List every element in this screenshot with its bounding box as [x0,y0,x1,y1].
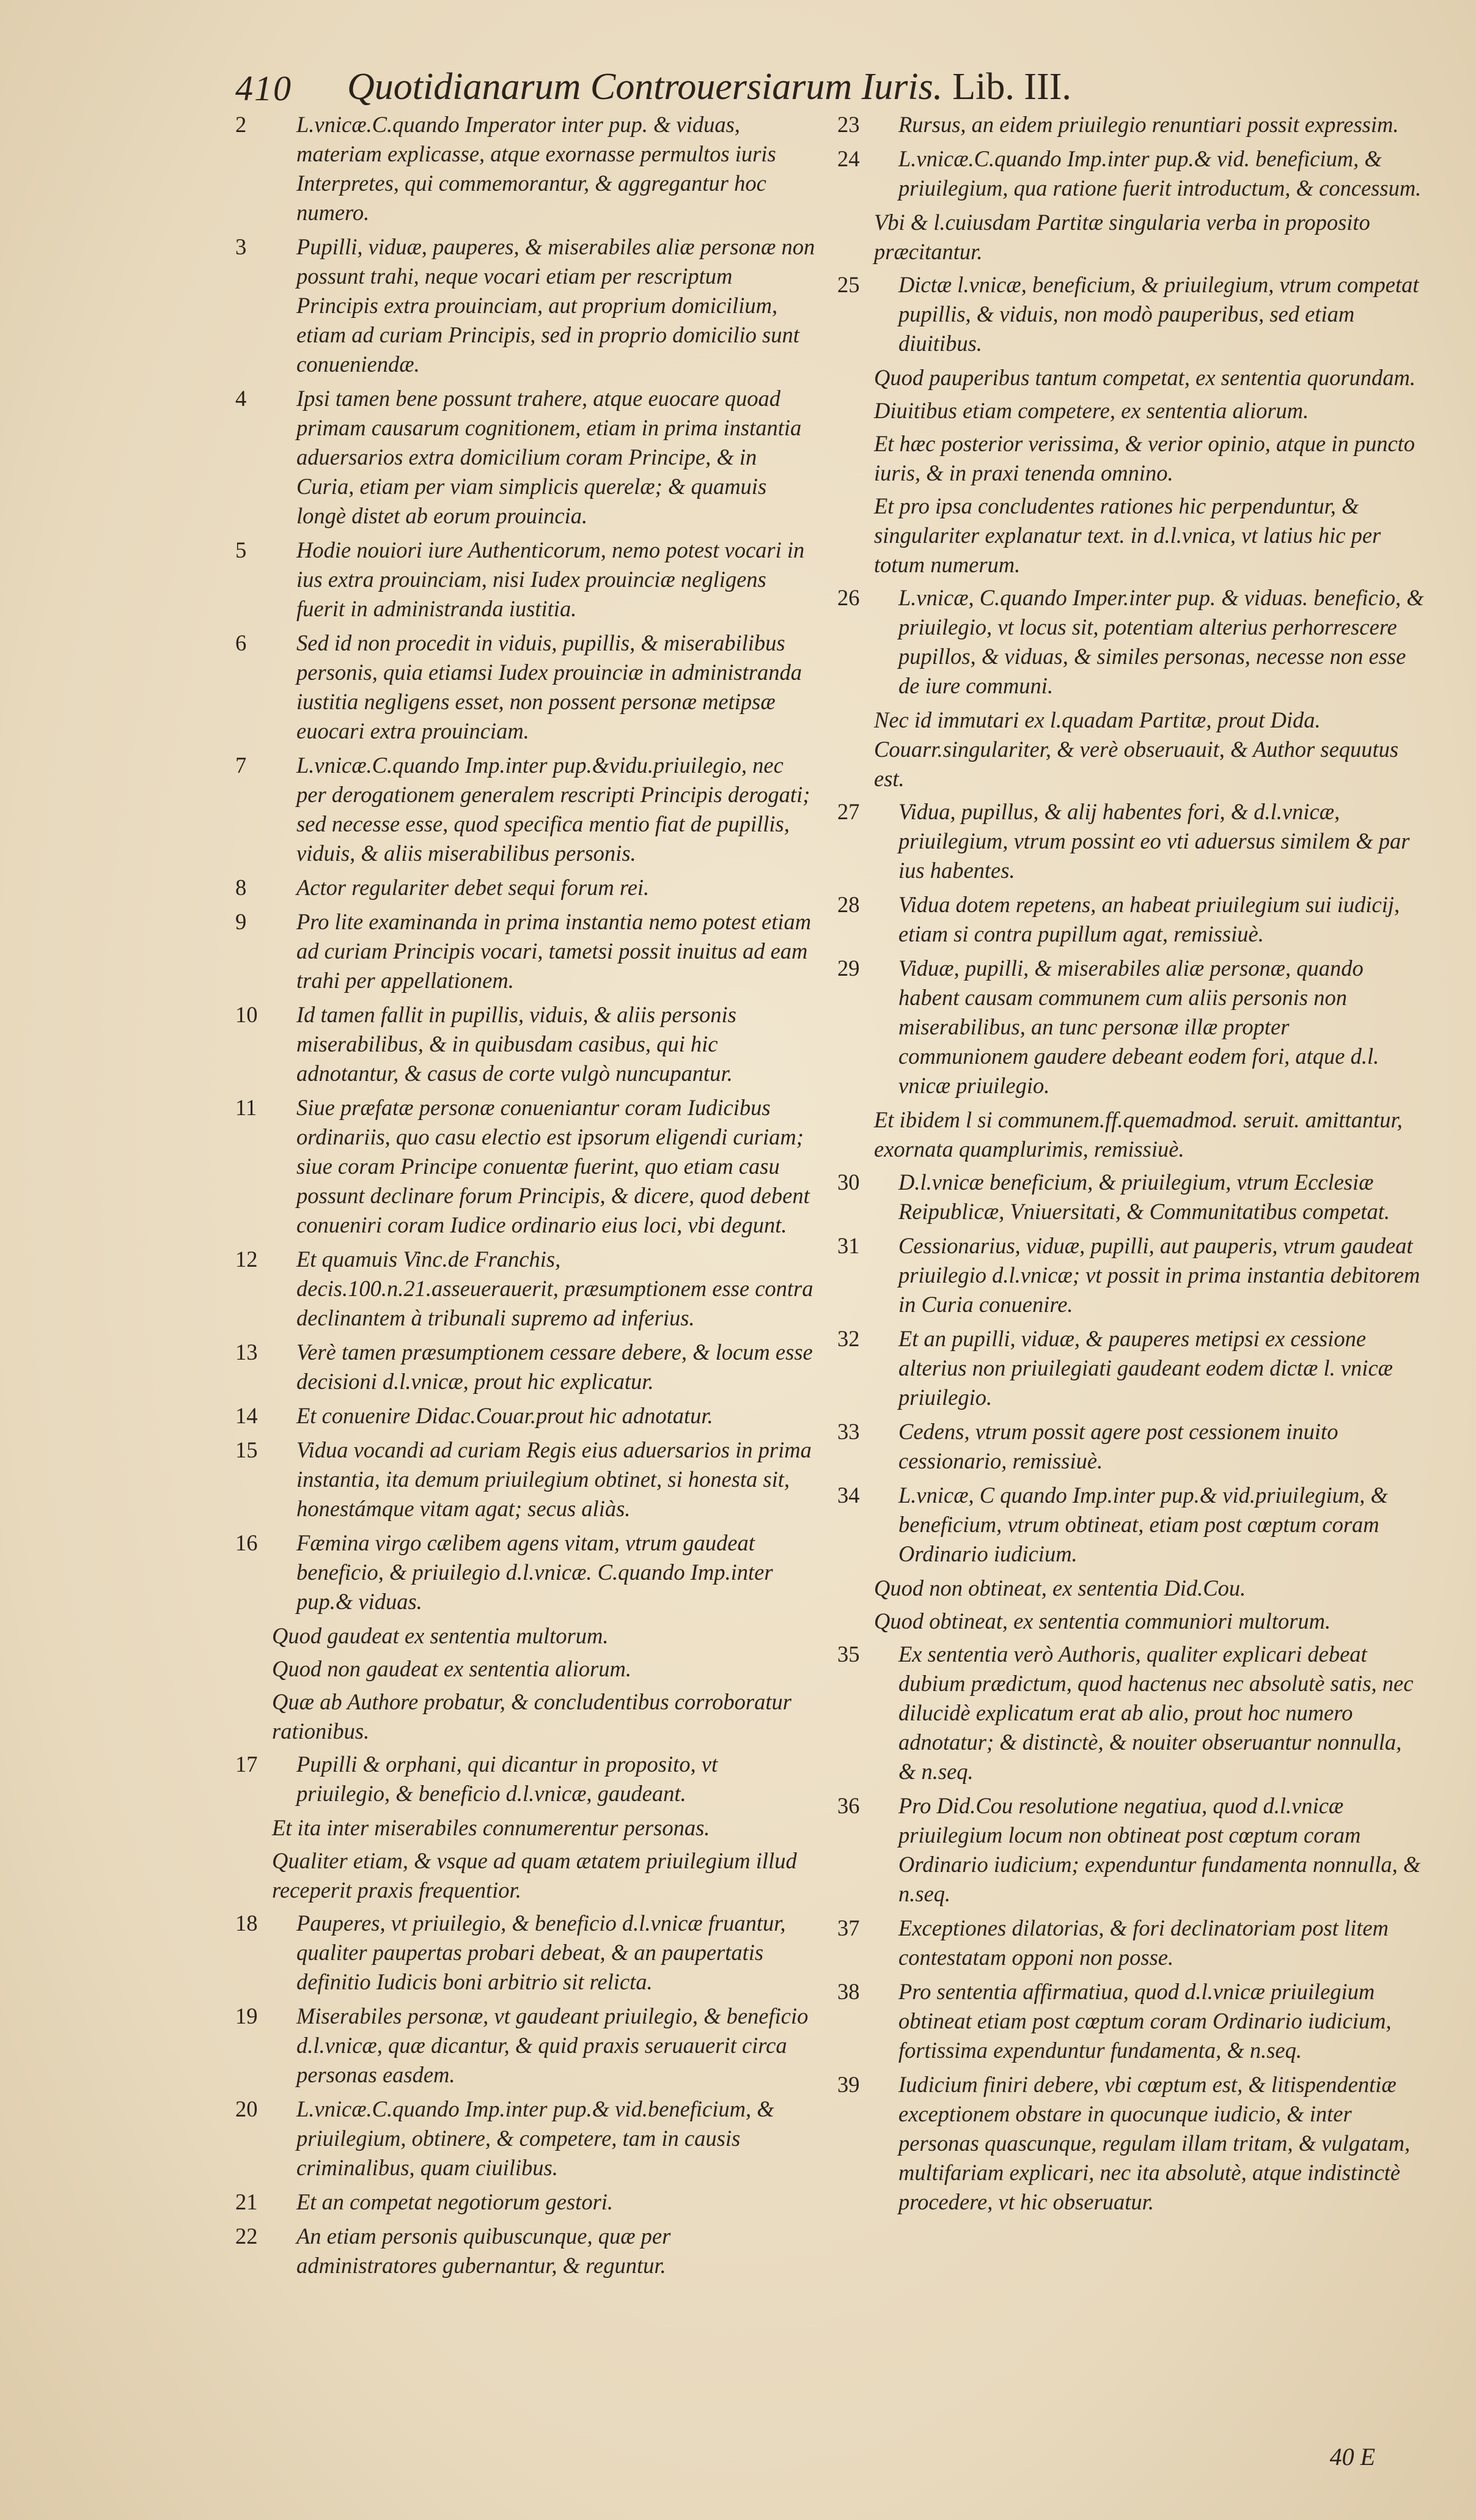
entry-number: 21 [235,2189,258,2214]
entry-text: An etiam personis quibuscunque, quæ per administratores gubernantur, & reguntur. [296,2223,671,2278]
entry-number: 17 [235,1752,258,1777]
entry-text: Pro Did.Cou resolutione negatiua, quod d.l.vnicæ priuilegium locum non obtineat post cœptum coram Ordinario iudicium; expenduntur fundamenta nonnulla, & n.seq. [898,1793,1421,1906]
entry-number: 2 [235,112,247,137]
summary-entry [837,583,1424,701]
entry-text: Pro sententia affirmatiua, quod d.l.vnicæ priuilegium obtineat etiam post cœptum coram Ordinario iudicium, fortissima expenduntur fundamenta, & n.seq. [898,1979,1392,2063]
summary-subentry: Et pro ipsa concludentes rationes hic perpenduntur, & singulariter explanatur text. in d.l.vnica, vt latius hic per totum numerum. [874,493,1381,577]
entry-number: 19 [235,2003,258,2028]
entry-number: 4 [235,386,247,411]
entry-text: Vidua dotem repetens, an habeat priuilegium sui iudicij, etiam si contra pupillum agat, remissiuè. [898,892,1400,946]
page-number: 410 [235,68,292,108]
entry-number: 35 [837,1641,860,1667]
right-column [837,110,1424,2222]
entry-text: L.vnicæ.C.quando Imp.inter pup.& vid.beneficium, & priuilegium, obtinere, & competere, tam in causis criminalibus, quam ciuilibus. [296,2096,774,2180]
entry-number: 10 [235,1002,258,1027]
entry-text: L.vnicæ.C.quando Imperator inter pup. & viduas, materiam explicasse, atque exornasse permultos iuris Interpretes, qui commemorantur, & aggregantur hoc numero. [296,112,776,225]
summary-entry [235,1435,816,1523]
entry-text: Iudicium finiri debere, vbi cœptum est, & litispendentiæ exceptionem obstare in quocunque iudicio, & inter personas quascunque, regulam illam tritam, & vulgatam, multifariam explicari, nec ita absolutè, atque indistinctè procedere, vt hic obseruatur. [898,2072,1411,2214]
summary-subentry: Diuitibus etiam competere, ex sententia aliorum. [874,398,1309,423]
entry-text: Et conuenire Didac.Couar.prout hic adnotatur. [296,1403,713,1428]
entry-text: Miserabiles personæ, vt gaudeant priuilegio, & beneficio d.l.vnicæ, quæ dicantur, & quid praxis seruauerit circa personas easdem. [296,2003,809,2087]
summary-entry [235,1401,816,1431]
entry-number: 27 [837,799,860,824]
summary-entry [837,270,1424,358]
left-column [235,110,816,2285]
summary-subentry: Et ibidem l si communem.ff.quemadmod. seruit. amittantur, exornata quamplurimis, remissiuè. [874,1107,1403,1162]
summary-entry [837,890,1424,949]
summary-entry [235,873,816,902]
summary-entry [837,1914,1424,1972]
book-number: Lib. III. [952,66,1071,108]
entry-number: 31 [837,1233,860,1258]
entry-text: Viduæ, pupilli, & miserabiles aliæ personæ, quando habent causam communem cum aliis personis non miserabilibus, an tunc personæ illæ propter communionem gaudere debeant eodem fori, atque d.l. vnicæ priuilegio. [898,956,1379,1098]
entry-text: L.vnicæ.C.quando Imp.inter pup.& vid. beneficium, & priuilegium, qua ratione fuerit introductum, & concessum. [898,146,1422,201]
entry-number: 11 [235,1095,257,1120]
entry-number: 38 [837,1979,860,2004]
summary-entry [235,1245,816,1333]
entry-number: 30 [837,1170,860,1195]
summary-entry [837,2070,1424,2217]
entry-text: Rursus, an eidem priuilegio renuntiari possit expressim. [898,112,1399,137]
entry-text: Et an pupilli, viduæ, & pauperes metipsi ex cessione alterius non priuilegiati gaudeant eodem dictæ l. vnicæ priuilegio. [898,1326,1393,1410]
entry-number: 6 [235,630,247,655]
entry-number: 34 [837,1483,860,1508]
entry-text: Et quamuis Vinc.de Franchis, decis.100.n.21.asseuerauerit, præsumptionem esse contra declinantem à tribunali supremo ad inferius. [296,1247,813,1330]
entry-text: L.vnicæ, C.quando Imper.inter pup. & viduas. beneficio, & priuilegio, vt locus sit, potentiam alterius perhorrescere pupillos, & viduas, & similes personas, necesse non esse de iure communi. [898,585,1424,698]
summary-entry [235,1909,816,1997]
summary-subentry: Qualiter etiam, & vsque ad quam ætatem priuilegium illud receperit praxis frequentior. [272,1848,797,1903]
summary-entry [235,2094,816,2183]
entry-number: 3 [235,234,247,259]
summary-entry [837,1231,1424,1319]
entry-number: 16 [235,1530,258,1555]
entry-number: 15 [235,1437,258,1462]
summary-subentry: Nec id immutari ex l.quadam Partitæ, prout Dida. Couarr.singulariter, & verè obseruauit, & Author sequutus est. [874,707,1399,791]
summary-entry [837,797,1424,885]
summary-entry [837,110,1424,139]
entry-text: L.vnicæ, C quando Imp.inter pup.& vid.priuilegium, & beneficium, vtrum obtineat, etiam post cœptum coram Ordinario iudicium. [898,1483,1388,1566]
summary-entry [235,2187,816,2217]
summary-entry [837,1168,1424,1226]
summary-entry [235,384,816,531]
catchword: 40 E [1329,2443,1375,2470]
summary-entry [235,110,816,227]
summary-entry [235,2222,816,2280]
entry-number: 32 [837,1326,860,1351]
entry-text: Cessionarius, viduæ, pupilli, aut pauperis, vtrum gaudeat priuilegio d.l.vnicæ; vt possit in prima instantia debitorem in Curia conuenire. [898,1233,1420,1317]
summary-subentry: Quod pauperibus tantum competat, ex sententia quorundam. [874,365,1416,390]
entry-text: Actor regulariter debet sequi forum rei. [296,875,650,900]
summary-entry [235,232,816,379]
summary-subentry: Quod non gaudeat ex sententia aliorum. [272,1656,631,1681]
entry-number: 25 [837,272,860,297]
summary-subentry: Quod obtineat, ex sententia communiori multorum. [874,1608,1331,1634]
entry-text: Fæmina virgo cælibem agens vitam, vtrum gaudeat beneficio, & priuilegio d.l.vnicæ. C.quando Imp.inter pup.& viduas. [296,1530,773,1614]
entry-number: 36 [837,1793,860,1818]
entry-text: Pupilli & orphani, qui dicantur in proposito, vt priuilegio, & beneficio d.l.vnicæ, gaudeant. [296,1752,718,1806]
summary-entry [235,536,816,624]
entry-text: Exceptiones dilatorias, & fori declinatoriam post litem contestatam opponi non posse. [898,1915,1389,1970]
summary-entry [235,1528,816,1616]
summary-entry [837,1977,1424,2065]
entry-text: Pupilli, viduæ, pauperes, & miserabiles aliæ personæ non possunt trahi, neque vocari etiam per rescriptum Principis extra prouinciam, aut proprium domicilium, etiam ad curiam Principis, sed in proprio domicilio sunt conueniendæ. [296,234,815,377]
entry-text: Cedens, vtrum possit agere post cessionem inuito cessionario, remissiuè. [898,1419,1338,1473]
entry-text: Pauperes, vt priuilegio, & beneficio d.l.vnicæ fruantur, qualiter paupertas probari debeat, & an paupertatis definitio Iudicis boni arbitrio sit relicta. [296,1910,786,1994]
entry-text: Siue præfatæ personæ conueniantur coram Iudicibus ordinariis, quo casu electio est ipsorum eligendi curiam; siue coram Principe conuentæ fuerint, quo etiam casu possunt declinare forum Principis, & dicere, quod debent conueniri coram Iudice ordinario eius loci, vbi degunt. [296,1095,810,1237]
summary-subentry: Quæ ab Authore probatur, & concludentibus corroboratur rationibus. [272,1689,791,1744]
summary-entry [837,1417,1424,1476]
summary-entry [235,1338,816,1396]
entry-text: Ex sententia verò Authoris, qualiter explicari debeat dubium prædictum, quod hactenus nec absolutè satis, nec dilucidè explicatum erat ab alio, prout hoc numero adnotatur; & distinctè, & nouiter obseruantur nonnulla, & n.seq. [898,1641,1414,1784]
summary-entry [837,1481,1424,1569]
summary-entry [235,2002,816,2090]
entry-number: 23 [837,112,860,137]
entry-text: L.vnicæ.C.quando Imp.inter pup.&vidu.priuilegio, nec per derogationem generalem rescripti Principis derogati; sed necesse esse, quod specifica mentio fiat de pupillis, viduis, & aliis miserabilibus personis. [296,753,810,866]
summary-entry [235,751,816,868]
summary-entry [837,1324,1424,1412]
summary-subentry: Vbi & l.cuiusdam Partitæ singularia verba in proposito præcitantur. [874,210,1370,264]
entry-text: Verè tamen præsumptionem cessare debere, & locum esse decisioni d.l.vnicæ, prout hic explicatur. [296,1339,813,1394]
entry-number: 39 [837,2072,860,2097]
summary-entry [235,1000,816,1088]
entry-text: Vidua, pupillus, & alij habentes fori, & d.l.vnicæ, priuilegium, vtrum possint eo vti aduersus similem & par ius habentes. [898,799,1410,883]
entry-number: 20 [235,2096,258,2121]
entry-number: 8 [235,875,247,900]
entry-text: Id tamen fallit in pupillis, viduis, & aliis personis miserabilibus, & in quibusdam casibus, qui hic adnotantur, & casus de corte vulgò nuncupantur. [296,1002,736,1086]
summary-subentry: Et ita inter miserabiles connumerentur personas. [272,1815,710,1840]
entry-number: 12 [235,1247,258,1272]
entry-text: Vidua vocandi ad curiam Regis eius aduersarios in prima instantia, ita demum priuilegium obtinet, si honesta sit, honestámque vitam agat; secus aliàs. [296,1437,812,1521]
entry-text: Dictæ l.vnicæ, beneficium, & priuilegium, vtrum competat pupillis, & viduis, non modò pauperibus, sed etiam diuitibus. [898,272,1419,356]
entry-text: Et an competat negotiorum gestori. [296,2189,614,2214]
entry-number: 28 [837,892,860,917]
summary-entry [837,144,1424,203]
entry-number: 14 [235,1403,258,1428]
entry-number: 7 [235,753,247,778]
entry-number: 37 [837,1915,860,1940]
running-title: Quotidianarum Controuersiarum Iuris. [347,66,943,108]
entry-number: 22 [235,2223,258,2249]
entry-number: 26 [837,585,860,610]
summary-entry [837,954,1424,1100]
summary-entry [837,1791,1424,1909]
entry-number: 13 [235,1339,258,1365]
summary-entry [235,1750,816,1808]
summary-entry [235,1093,816,1240]
running-header [235,42,1384,109]
summary-subentry: Quod non obtineat, ex sententia Did.Cou. [874,1575,1246,1601]
summary-subentry: Quod gaudeat ex sententia multorum. [272,1623,609,1648]
entry-number: 5 [235,537,247,562]
entry-number: 29 [837,956,860,981]
summary-entry [235,628,816,746]
entry-number: 18 [235,1910,258,1936]
entry-text: Ipsi tamen bene possunt trahere, atque euocare quoad primam causarum cognitionem, etiam in prima instantia aduersarios extra domicilium coram Principe, & in Curia, etiam per viam simplicis querelæ; & quamuis longè distet ab eorum prouincia. [296,386,802,528]
summary-entry [837,1640,1424,1786]
summary-subentry: Et hæc posterior verissima, & verior opinio, atque in puncto iuris, & in praxi tenenda omnino. [874,431,1415,485]
entry-number: 33 [837,1419,860,1444]
entry-text: Hodie nouiori iure Authenticorum, nemo potest vocari in ius extra prouinciam, nisi Iudex prouinciæ negligens fuerit in administranda iustitia. [296,537,805,621]
entry-text: Pro lite examinanda in prima instantia nemo potest etiam ad curiam Principis vocari, tametsi possit inuitus ad eam trahi per appellationem. [296,909,812,993]
entry-number: 24 [837,146,860,171]
entry-text: D.l.vnicæ beneficium, & priuilegium, vtrum Ecclesiæ Reipublicæ, Vniuersitati, & Communitatibus competat. [898,1170,1390,1224]
entry-number: 9 [235,909,247,934]
summary-entry [235,907,816,995]
entry-text: Sed id non procedit in viduis, pupillis, & miserabilibus personis, quia etiamsi Iudex prouinciæ in administranda iustitia negligens esset, non possent personæ metipsæ euocari extra prouinciam. [296,630,802,743]
